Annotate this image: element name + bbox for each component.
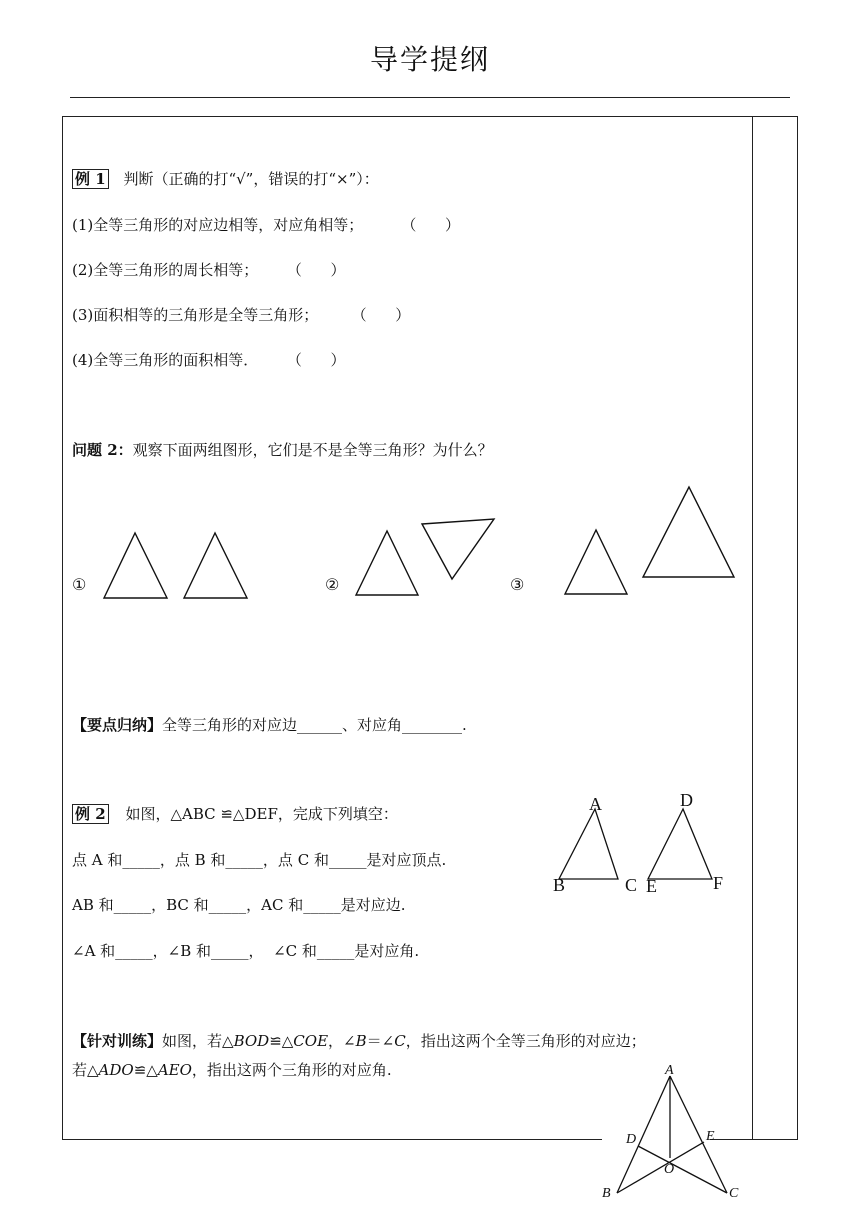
segment-cd: [638, 1146, 727, 1193]
training-text-2: ≌△: [269, 1032, 294, 1050]
group-1-triangle-a: [104, 533, 167, 598]
group-2-marker: ②: [325, 575, 340, 594]
example-2-heading: [72, 803, 398, 824]
example-1-prompt: 判断（正确的打“√”，错误的打“×”）：: [123, 170, 379, 188]
label-d: D: [626, 1132, 637, 1147]
example-2-tag: 例 2: [72, 804, 109, 824]
segment-ab: [617, 1076, 670, 1193]
question-2-text: 观察下面两组图形，它们是不是全等三角形？为什么？: [132, 441, 493, 459]
example-2-line-2: AB 和_____，BC 和_____，AC 和_____是对应边.: [72, 896, 406, 914]
training-text-3: ，∠: [328, 1032, 356, 1050]
label-c: C: [625, 875, 638, 895]
example-2-figure: [540, 785, 740, 900]
question-2-label: 问题 2：: [72, 441, 133, 459]
group-3-triangle-a: [565, 530, 627, 594]
frame-bottom-border-left: [62, 1139, 602, 1140]
training-label: 【针对训练】: [72, 1032, 163, 1050]
training-figure: [590, 1060, 760, 1210]
label-f: F: [713, 873, 724, 893]
group-3-marker: ③: [510, 575, 525, 594]
example-1-tag: 例 1: [72, 169, 109, 189]
example-2-line-3: ∠A 和_____，∠B 和_____， ∠C 和_____是对应角.: [72, 942, 420, 960]
training-text-1: 如图，若△: [162, 1032, 234, 1050]
triangle-abc: [559, 809, 618, 879]
label-a: A: [665, 1063, 674, 1078]
training-text-7: ≌△: [133, 1061, 158, 1079]
example-2-prompt: 如图，△ABC ≌△DEF，完成下列填空：: [125, 805, 398, 823]
training-line-2: [72, 1059, 392, 1080]
angle-c: C: [394, 1032, 406, 1050]
label-a: A: [589, 794, 602, 814]
key-points: [72, 714, 467, 735]
training-text-4: ＝∠: [366, 1032, 395, 1050]
segment-ac: [670, 1076, 727, 1193]
label-b: B: [553, 875, 566, 895]
label-d: D: [680, 790, 693, 810]
key-points-text: 全等三角形的对应边______、对应角________.: [162, 716, 467, 734]
triangle-coe: COE: [293, 1032, 329, 1050]
group-2-triangle-b: [422, 519, 494, 579]
group-1-triangle-b: [184, 533, 247, 598]
training-line-1: [72, 1030, 646, 1051]
group-1-marker: ①: [72, 575, 87, 594]
group-2-triangle-a: [356, 531, 418, 595]
training-text-8: ，指出这两个三角形的对应角.: [191, 1061, 392, 1079]
example-1-item-3: (3)面积相等的三角形是全等三角形； （ ）: [72, 306, 411, 324]
group-3-triangle-b: [643, 487, 734, 577]
triangle-def: [648, 809, 712, 879]
label-o: O: [664, 1162, 675, 1177]
label-e: E: [646, 876, 657, 896]
angle-b: B: [355, 1032, 367, 1050]
example-1-item-4: (4)全等三角形的面积相等． （ ）: [72, 351, 346, 369]
triangle-ado: ADO: [98, 1061, 134, 1079]
triangle-aeo: AEO: [157, 1061, 192, 1079]
triangle-bod: BOD: [233, 1032, 270, 1050]
example-2-line-1: 点 A 和_____，点 B 和_____，点 C 和_____是对应顶点.: [72, 851, 447, 869]
key-points-label: 【要点归纳】: [72, 716, 163, 734]
segment-be: [617, 1142, 704, 1193]
page-title: 导学提纲: [369, 43, 490, 76]
example-1-item-1: (1)全等三角形的对应边相等，对应角相等； （ ）: [72, 216, 461, 234]
example-1-item-2: (2)全等三角形的周长相等； （ ）: [72, 261, 346, 279]
training-text-6: 若△: [72, 1061, 99, 1079]
label-c: C: [729, 1186, 739, 1201]
label-b: B: [602, 1186, 611, 1201]
training-text-5: ，指出这两个全等三角形的对应边；: [405, 1032, 646, 1050]
label-e: E: [706, 1129, 715, 1144]
